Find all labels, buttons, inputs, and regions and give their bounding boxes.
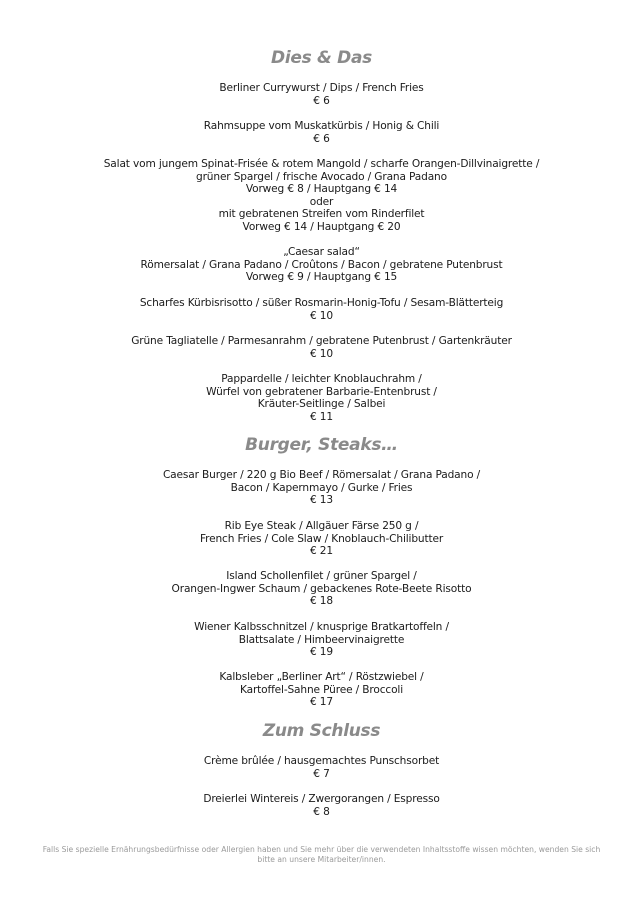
item-line: Würfel von gebratener Barbarie-Entenbrust / [206, 385, 437, 398]
item-line: Pappardelle / leichter Knoblauchrahm / [221, 373, 422, 385]
item-price: € 6 [313, 132, 330, 145]
item-price: € 21 [310, 545, 333, 558]
section-title-burger-steaks: Burger, Steaks… [245, 435, 398, 455]
item-line: Rahmsuppe vom Muskatkürbis / Honig & Chili [203, 120, 440, 132]
item-line: mit gebratenen Streifen vom Rinderfilet [218, 208, 425, 221]
item-price: € 19 [310, 646, 333, 659]
item-line: „Caesar salad“ [283, 246, 360, 258]
menu-item-pappardelle [20, 373, 623, 423]
item-price: € 6 [313, 94, 330, 107]
item-price: € 8 [313, 805, 330, 818]
menu-item-creme-brulee [20, 755, 623, 780]
item-line: French Fries / Cole Slaw / Knoblauch-Chilibutter [199, 532, 444, 545]
item-line: Kräuter-Seitlinge / Salbei [257, 398, 386, 411]
section-title-zum-schluss: Zum Schluss [262, 721, 381, 741]
item-line: Salat vom jungem Spinat-Frisée & rotem Mangold / scharfe Orangen-Dillvinaigrette / [103, 158, 540, 170]
item-line: Island Schollenfilet / grüner Spargel / [226, 570, 417, 582]
item-price: € 13 [310, 494, 333, 507]
footer-line: bitte an unsere Mitarbeiter/innen. [257, 855, 386, 864]
section-title-dies-das: Dies & Das [271, 48, 372, 68]
item-line: grüner Spargel / frische Avocado / Grana Padano [196, 170, 447, 183]
menu-item-tagliatelle [20, 335, 623, 360]
item-line: Römersalat / Grana Padano / Croûtons / Bacon / gebratene Putenbrust [140, 258, 503, 271]
item-line: Orangen-Ingwer Schaum / gebackenes Rote-Beete Risotto [171, 582, 472, 595]
item-price: € 7 [313, 767, 330, 780]
item-line: Crème brûlée / hausgemachtes Punschsorbet [203, 755, 440, 767]
menu-item-kalbsschnitzel [20, 621, 623, 659]
item-line: Wiener Kalbsschnitzel / knusprige Bratkartoffeln / [194, 621, 449, 633]
menu-item-kuerbisrisotto [20, 297, 623, 322]
item-price: Vorweg € 9 / Hauptgang € 15 [245, 271, 398, 284]
item-line: Kalbsleber „Berliner Art“ / Röstzwiebel / [219, 671, 424, 683]
item-line: Grüne Tagliatelle / Parmesanrahm / gebratene Putenbrust / Gartenkräuter [131, 335, 512, 347]
item-price: Vorweg € 8 / Hauptgang € 14 [245, 183, 398, 196]
item-price: € 17 [310, 696, 333, 709]
item-price: € 10 [310, 347, 333, 360]
item-line: Kartoffel-Sahne Püree / Broccoli [240, 683, 403, 696]
item-price: € 10 [310, 309, 333, 322]
menu-item-wintereis [20, 793, 623, 818]
menu-item-spinat-salat [20, 158, 623, 234]
menu-item-caesar-salad [20, 246, 623, 284]
item-line: Scharfes Kürbisrisotto / süßer Rosmarin-Honig-Tofu / Sesam-Blätterteig [139, 297, 504, 309]
item-price: € 11 [310, 410, 333, 423]
menu-item-schollenfilet [20, 570, 623, 608]
menu-item-kalbsleber [20, 671, 623, 709]
item-price: Vorweg € 14 / Hauptgang € 20 [242, 220, 401, 233]
item-line: Dreierlei Wintereis / Zwergorangen / Espresso [203, 793, 440, 805]
item-line: oder [309, 195, 334, 208]
allergy-footer-note [30, 845, 613, 865]
menu-item-caesar-burger [20, 469, 623, 507]
item-line: Berliner Currywurst / Dips / French Fries [219, 82, 424, 94]
item-line: Rib Eye Steak / Allgäuer Färse 250 g / [224, 520, 419, 532]
item-line: Caesar Burger / 220 g Bio Beef / Römersalat / Grana Padano / [162, 469, 481, 481]
menu-item-currywurst [20, 82, 623, 107]
item-line: Bacon / Kapernmayo / Gurke / Fries [230, 481, 413, 494]
menu-item-rahmsuppe [20, 120, 623, 145]
item-line: Blattsalate / Himbeervinaigrette [238, 633, 405, 646]
menu-item-rib-eye-steak [20, 520, 623, 558]
item-price: € 18 [310, 595, 333, 608]
footer-line: Falls Sie spezielle Ernährungsbedürfnisse oder Allergien haben und Sie mehr über die verwendeten Inhaltsstoffe wissen möchten, wenden Sie sich [42, 845, 601, 854]
